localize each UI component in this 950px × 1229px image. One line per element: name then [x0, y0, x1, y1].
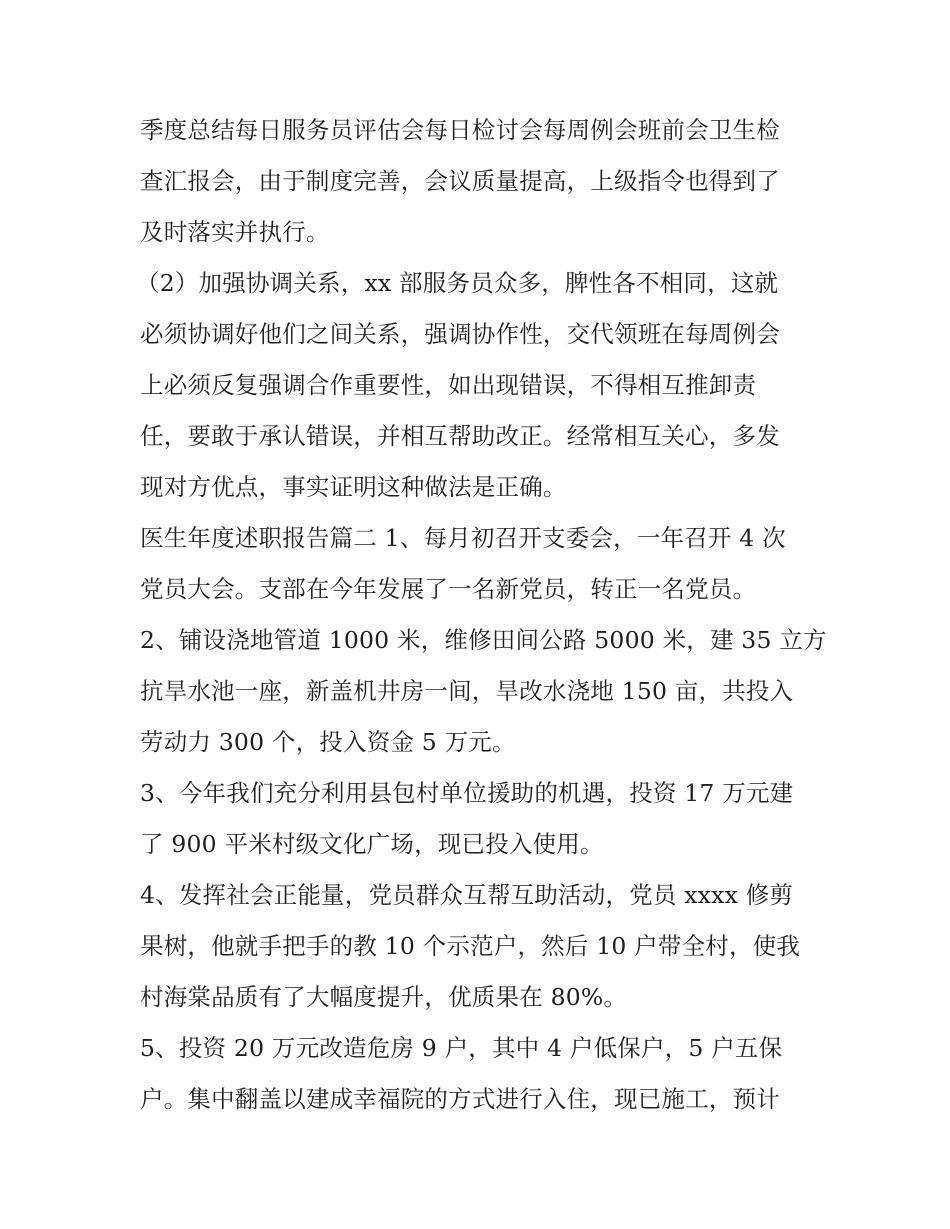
- text-line: 2、铺设浇地管道 1000 米，维修田间公路 5000 米，建 35 立方: [140, 626, 827, 654]
- text-line: （2）加强协调关系，xx 部服务员众多，脾性各不相同，这就: [136, 269, 779, 297]
- text-line: 3、今年我们充分利用县包村单位援助的机遇，投资 17 万元建: [140, 779, 794, 807]
- text-line: 村海棠品质有了大幅度提升，优质果在 80%。: [140, 983, 628, 1011]
- text-line: 上必须反复强调合作重要性，如出现错误，不得相互推卸责: [140, 371, 757, 399]
- text-line: 劳动力 300 个，投入资金 5 万元。: [140, 728, 516, 756]
- text-line: 必须协调好他们之间关系，强调协作性，交代领班在每周例会: [140, 320, 780, 348]
- text-line: 果树，他就手把手的教 10 个示范户，然后 10 户带全村，使我: [140, 932, 801, 960]
- text-line: 党员大会。支部在今年发展了一名新党员，转正一名党员。: [140, 575, 757, 603]
- text-line: 任，要敢于承认错误，并相互帮助改正。经常相互关心，多发: [140, 422, 780, 450]
- text-line: 查汇报会，由于制度完善，会议质量提高，上级指令也得到了: [140, 167, 780, 195]
- text-line: 4、发挥社会正能量，党员群众互帮互助活动，党员 xxxx 修剪: [140, 881, 794, 909]
- text-line: 5、投资 20 万元改造危房 9 户，其中 4 户低保户，5 户五保: [140, 1034, 783, 1062]
- text-line: 户。集中翻盖以建成幸福院的方式进行入住，现已施工，预计: [140, 1085, 780, 1113]
- text-line: 了 900 平米村级文化广场，现已投入使用。: [140, 830, 604, 858]
- text-line: 现对方优点，事实证明这种做法是正确。: [140, 473, 567, 501]
- text-line: 季度总结每日服务员评估会每日检讨会每周例会班前会卫生检: [140, 116, 780, 144]
- text-line: 及时落实并执行。: [140, 218, 330, 246]
- text-line: 医生年度述职报告篇二 1、每月初召开支委会，一年召开 4 次: [140, 524, 786, 552]
- text-line: 抗旱水池一座，新盖机井房一间，旱改水浇地 150 亩，共投入: [140, 677, 794, 705]
